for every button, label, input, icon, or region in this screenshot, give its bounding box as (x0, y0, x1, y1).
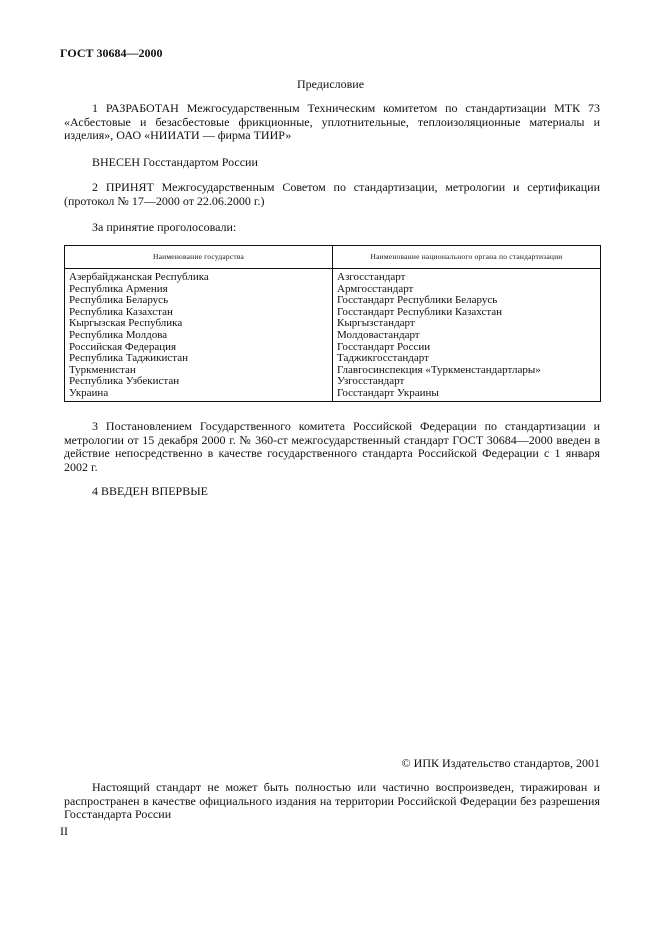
cell-national-body: Кыргызстандарт (333, 318, 601, 330)
cell-national-body: Молдовастандарт (333, 330, 601, 342)
paragraph-voted: За принятие проголосовали: (92, 220, 237, 234)
cell-state: Республика Беларусь (65, 295, 333, 307)
cell-national-body: Армгосстандарт (333, 284, 601, 296)
cell-state: Азербайджанская Республика (65, 269, 333, 284)
table-row (65, 269, 601, 284)
cell-state: Республика Узбекистан (65, 376, 333, 388)
cell-national-body: Госстандарт Украины (333, 388, 601, 401)
cell-state: Республика Казахстан (65, 307, 333, 319)
reproduction-notice: Настоящий стандарт не может быть полностью или частично воспроизведен, тиражирован и распространен в качестве официального издания на территории Российской Федерации без разрешения Госстандарта России (64, 780, 600, 821)
paragraph-introduced-first: 4 ВВЕДЕН ВПЕРВЫЕ (92, 484, 208, 498)
cell-national-body: Азгосстандарт (333, 269, 601, 284)
paragraph-adopted: 2 ПРИНЯТ Межгосударственным Советом по стандартизации, метрологии и сертификации (протокол № 17—2000 от 22.06.2000 г.) (64, 180, 600, 208)
column-header-national-body: Наименование национального органа по стандартизации (333, 246, 601, 269)
paragraph-developed: 1 РАЗРАБОТАН Межгосударственным Техническим комитетом по стандартизации МТК 73 «Асбестовые и безасбестовые фрикционные, уплотнительные, теплоизоляционные материалы и изделия», ОАО «НИИАТИ — фирма ТИИР» (64, 101, 600, 142)
cell-national-body: Узгосстандарт (333, 376, 601, 388)
cell-state: Республика Молдова (65, 330, 333, 342)
document-code: ГОСТ 30684—2000 (60, 46, 163, 60)
cell-national-body: Таджикгосстандарт (333, 353, 601, 365)
table-header-row (65, 246, 601, 269)
table-row (65, 353, 601, 365)
table-row (65, 330, 601, 342)
voting-table (64, 245, 601, 402)
table-body (65, 269, 601, 402)
table-row (65, 388, 601, 401)
paragraph-resolution: 3 Постановлением Государственного комитета Российской Федерации по стандартизации и метрологии от 15 декабря 2000 г. № 360-ст межгосударственный стандарт ГОСТ 30684—2000 введен в действие непосредственно в качестве государственного стандарта Российской Федерации с 1 января 2002 г. (64, 419, 600, 474)
cell-national-body: Главгосинспекция «Туркменстандартлары» (333, 365, 601, 377)
cell-state: Республика Таджикистан (65, 353, 333, 365)
cell-state: Кыргызская Республика (65, 318, 333, 330)
cell-national-body: Госстандарт Республики Казахстан (333, 307, 601, 319)
cell-national-body: Госстандарт Республики Беларусь (333, 295, 601, 307)
paragraph-introduced: ВНЕСЕН Госстандартом России (92, 155, 258, 169)
cell-state: Российская Федерация (65, 342, 333, 354)
cell-state: Республика Армения (65, 284, 333, 296)
page-number: II (60, 824, 68, 838)
cell-state: Украина (65, 388, 333, 401)
copyright-line: © ИПК Издательство стандартов, 2001 (401, 756, 600, 770)
cell-national-body: Госстандарт России (333, 342, 601, 354)
section-title: Предисловие (296, 77, 365, 91)
table-row (65, 376, 601, 388)
cell-state: Туркменистан (65, 365, 333, 377)
column-header-state: Наименование государства (65, 246, 333, 269)
